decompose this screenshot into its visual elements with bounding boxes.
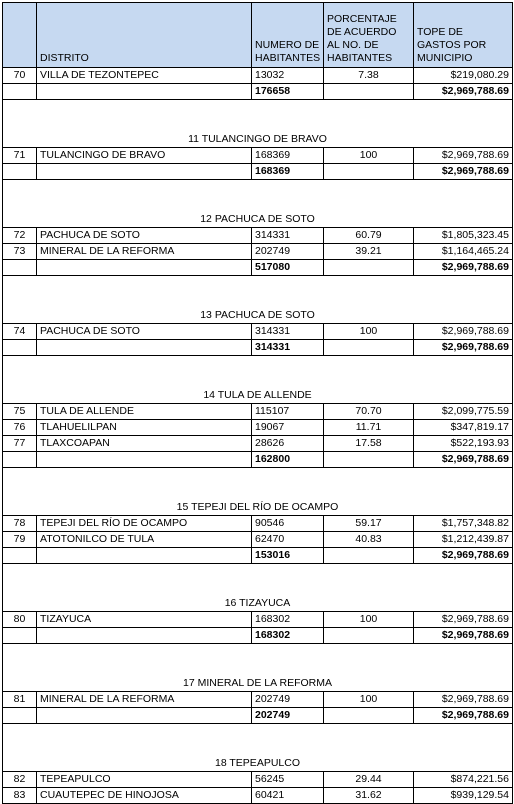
row-number (3, 548, 37, 564)
table-row (3, 788, 513, 804)
municipio-name: TLAXCOAPAN (37, 436, 252, 452)
table-row (3, 148, 513, 164)
tope-cell: $2,969,788.69 (414, 612, 513, 628)
tope-cell: $2,969,788.69 (414, 692, 513, 708)
habitantes-cell: 202749 (252, 708, 324, 724)
porcentaje-cell: 100 (324, 692, 414, 708)
row-number: 71 (3, 148, 37, 164)
section-title: 13 PACHUCA DE SOTO (3, 307, 513, 324)
total-row (3, 164, 513, 180)
section-title: 16 TIZAYUCA (3, 595, 513, 612)
table-row (3, 612, 513, 628)
tope-cell: $522,193.93 (414, 436, 513, 452)
tope-cell: $939,129.54 (414, 788, 513, 804)
municipio-name: VILLA DE TEZONTEPEC (37, 68, 252, 84)
total-row (3, 340, 513, 356)
municipio-name: MINERAL DE LA REFORMA (37, 692, 252, 708)
total-row (3, 84, 513, 100)
porcentaje-cell: 100 (324, 324, 414, 340)
tope-cell: $219,080.29 (414, 68, 513, 84)
habitantes-cell: 517080 (252, 260, 324, 276)
porcentaje-cell: 59.17 (324, 516, 414, 532)
porcentaje-cell (324, 452, 414, 468)
porcentaje-cell (324, 548, 414, 564)
porcentaje-cell: 11.71 (324, 420, 414, 436)
section-title: 14 TULA DE ALLENDE (3, 387, 513, 404)
municipio-name (37, 452, 252, 468)
tope-cell: $2,969,788.69 (414, 324, 513, 340)
porcentaje-cell (324, 84, 414, 100)
row-number (3, 340, 37, 356)
header-porcentaje: PORCENTAJE DE ACUERDO AL NO. DE HABITANTES (324, 3, 414, 68)
tope-cell: $1,805,323.45 (414, 228, 513, 244)
municipio-name (37, 84, 252, 100)
porcentaje-cell: 60.79 (324, 228, 414, 244)
header-row (3, 3, 513, 68)
distritos-table (2, 2, 513, 804)
habitantes-cell: 168369 (252, 148, 324, 164)
municipio-name (37, 260, 252, 276)
row-number (3, 708, 37, 724)
row-number: 75 (3, 404, 37, 420)
tope-cell: $2,969,788.69 (414, 548, 513, 564)
row-number: 74 (3, 324, 37, 340)
section-header-row (3, 499, 513, 516)
table-row (3, 772, 513, 788)
municipio-name: TIZAYUCA (37, 612, 252, 628)
tope-cell: $2,969,788.69 (414, 260, 513, 276)
section-header-row (3, 595, 513, 612)
tope-cell: $2,969,788.69 (414, 628, 513, 644)
section-title: 18 TEPEAPULCO (3, 755, 513, 772)
section-header-row (3, 755, 513, 772)
section-title: 15 TEPEJI DEL RÍO DE OCAMPO (3, 499, 513, 516)
municipio-name: TEPEJI DEL RÍO DE OCAMPO (37, 516, 252, 532)
row-number: 79 (3, 532, 37, 548)
municipio-name: TLAHUELILPAN (37, 420, 252, 436)
municipio-name: MINERAL DE LA REFORMA (37, 244, 252, 260)
habitantes-cell: 90546 (252, 516, 324, 532)
municipio-name (37, 548, 252, 564)
table-row (3, 244, 513, 260)
table-row (3, 532, 513, 548)
spacer-row (3, 724, 513, 756)
spacer-row (3, 180, 513, 212)
municipio-name: CUAUTEPEC DE HINOJOSA (37, 788, 252, 804)
tope-cell: $2,969,788.69 (414, 164, 513, 180)
table-row (3, 228, 513, 244)
municipio-name: TEPEAPULCO (37, 772, 252, 788)
porcentaje-cell: 31.62 (324, 788, 414, 804)
municipio-name: TULA DE ALLENDE (37, 404, 252, 420)
total-row (3, 628, 513, 644)
habitantes-cell: 28626 (252, 436, 324, 452)
table-row (3, 324, 513, 340)
habitantes-cell: 19067 (252, 420, 324, 436)
row-number: 83 (3, 788, 37, 804)
municipio-name: PACHUCA DE SOTO (37, 228, 252, 244)
porcentaje-cell: 40.83 (324, 532, 414, 548)
spacer-row (3, 644, 513, 676)
table-row (3, 420, 513, 436)
section-title: 12 PACHUCA DE SOTO (3, 211, 513, 228)
section-header-row (3, 211, 513, 228)
total-row (3, 548, 513, 564)
habitantes-cell: 168302 (252, 612, 324, 628)
habitantes-cell: 162800 (252, 452, 324, 468)
municipio-name (37, 708, 252, 724)
row-number: 77 (3, 436, 37, 452)
porcentaje-cell (324, 340, 414, 356)
row-number (3, 452, 37, 468)
municipio-name (37, 628, 252, 644)
section-title: 11 TULANCINGO DE BRAVO (3, 131, 513, 148)
habitantes-cell: 202749 (252, 244, 324, 260)
tope-cell: $2,969,788.69 (414, 452, 513, 468)
tope-cell: $2,099,775.59 (414, 404, 513, 420)
table-row (3, 436, 513, 452)
tope-cell: $2,969,788.69 (414, 340, 513, 356)
habitantes-cell: 153016 (252, 548, 324, 564)
porcentaje-cell (324, 628, 414, 644)
porcentaje-cell: 39.21 (324, 244, 414, 260)
row-number (3, 164, 37, 180)
habitantes-cell: 176658 (252, 84, 324, 100)
municipio-name: TULANCINGO DE BRAVO (37, 148, 252, 164)
porcentaje-cell: 100 (324, 612, 414, 628)
habitantes-cell: 314331 (252, 324, 324, 340)
row-number: 72 (3, 228, 37, 244)
habitantes-cell: 62470 (252, 532, 324, 548)
tope-cell: $2,969,788.69 (414, 84, 513, 100)
habitantes-cell: 60421 (252, 788, 324, 804)
section-title: 17 MINERAL DE LA REFORMA (3, 675, 513, 692)
municipio-name (37, 340, 252, 356)
habitantes-cell: 56245 (252, 772, 324, 788)
municipio-name: PACHUCA DE SOTO (37, 324, 252, 340)
tope-cell: $347,819.17 (414, 420, 513, 436)
porcentaje-cell: 70.70 (324, 404, 414, 420)
total-row (3, 452, 513, 468)
table-row (3, 516, 513, 532)
tope-cell: $1,212,439.87 (414, 532, 513, 548)
section-header-row (3, 675, 513, 692)
table-row (3, 68, 513, 84)
row-number: 82 (3, 772, 37, 788)
porcentaje-cell: 17.58 (324, 436, 414, 452)
porcentaje-cell: 29.44 (324, 772, 414, 788)
tope-cell: $874,221.56 (414, 772, 513, 788)
spacer-row (3, 468, 513, 500)
row-number: 78 (3, 516, 37, 532)
section-header-row (3, 131, 513, 148)
row-number: 70 (3, 68, 37, 84)
spacer-row (3, 356, 513, 388)
table-row (3, 404, 513, 420)
habitantes-cell: 314331 (252, 340, 324, 356)
tope-cell: $1,757,348.82 (414, 516, 513, 532)
porcentaje-cell: 7.38 (324, 68, 414, 84)
header-num (3, 3, 37, 68)
section-header-row (3, 307, 513, 324)
spacer-row (3, 276, 513, 308)
habitantes-cell: 13032 (252, 68, 324, 84)
header-distrito: DISTRITO (37, 3, 252, 68)
row-number (3, 260, 37, 276)
tope-cell: $2,969,788.69 (414, 708, 513, 724)
tope-cell: $2,969,788.69 (414, 148, 513, 164)
spacer-row (3, 100, 513, 132)
table-row (3, 692, 513, 708)
row-number (3, 628, 37, 644)
row-number: 81 (3, 692, 37, 708)
row-number (3, 84, 37, 100)
municipio-name (37, 164, 252, 180)
row-number: 80 (3, 612, 37, 628)
habitantes-cell: 168369 (252, 164, 324, 180)
total-row (3, 260, 513, 276)
habitantes-cell: 202749 (252, 692, 324, 708)
habitantes-cell: 115107 (252, 404, 324, 420)
habitantes-cell: 314331 (252, 228, 324, 244)
row-number: 76 (3, 420, 37, 436)
tope-cell: $1,164,465.24 (414, 244, 513, 260)
porcentaje-cell (324, 260, 414, 276)
porcentaje-cell (324, 164, 414, 180)
row-number: 73 (3, 244, 37, 260)
habitantes-cell: 168302 (252, 628, 324, 644)
table-body (3, 68, 513, 804)
porcentaje-cell (324, 708, 414, 724)
municipio-name: ATOTONILCO DE TULA (37, 532, 252, 548)
header-tope: TOPE DE GASTOS POR MUNICIPIO (414, 3, 513, 68)
spacer-row (3, 564, 513, 596)
section-header-row (3, 387, 513, 404)
total-row (3, 708, 513, 724)
header-habitantes: NUMERO DE HABITANTES (252, 3, 324, 68)
porcentaje-cell: 100 (324, 148, 414, 164)
